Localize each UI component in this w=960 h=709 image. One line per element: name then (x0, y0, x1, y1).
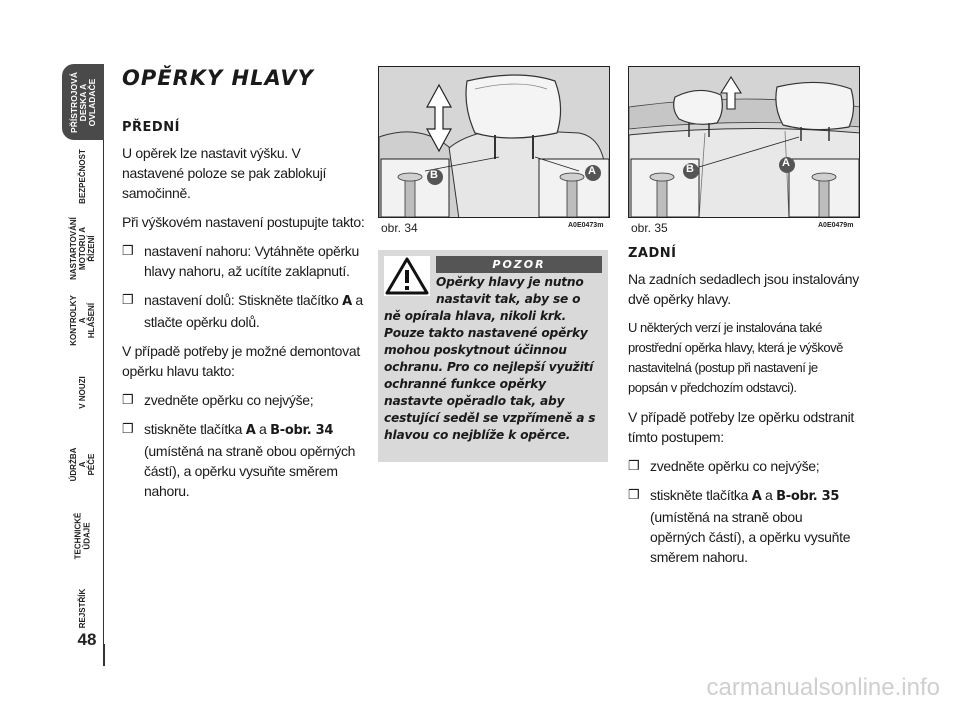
callout-b: B (430, 169, 438, 181)
checkbox-bullet-icon: ❒ (122, 292, 134, 307)
text-fragment: stiskněte tlačítka (144, 421, 246, 437)
text-fragment: a (761, 487, 777, 503)
paragraph: Na zadních sedadlech jsou instalovány dvě opěrky hlavy. (628, 271, 859, 307)
paragraph: Při výškovém nastavení postupujte takto: (122, 214, 365, 230)
subheading-front: PŘEDNÍ (122, 120, 180, 135)
list-item-text: zvedněte opěrku co nejvýše; (144, 392, 314, 408)
subheading-rear: ZADNÍ (628, 246, 677, 261)
list-item-text (144, 290, 366, 332)
nav-tab-label: REJSTŘÍK (78, 588, 87, 628)
nav-tab-label: ÚDRŽBA A PÉČE (69, 447, 96, 481)
page-number: 48 (77, 630, 97, 649)
nav-tab-label: KONTROLKY A HLÁŠENÍ (69, 294, 96, 346)
nav-tab-pristrojova-deska[interactable] (62, 64, 104, 140)
text-fragment: a (255, 421, 271, 437)
checkbox-bullet-icon: ❒ (628, 487, 640, 502)
list-item (122, 419, 366, 501)
nav-tab-label: NASTARTOVÁNÍ MOTORU A ŘÍZENÍ (69, 216, 97, 280)
list-item (628, 485, 860, 567)
text-fragment: (umístěná na straně obou opěrných částí), a opěrku vysuňte směrem nahoru. (650, 509, 851, 565)
warning-triangle-icon (384, 256, 430, 296)
text-fragment: a stlačte opěrku dolů. (144, 292, 363, 330)
warning-line: nastavit tak, aby se o (436, 292, 581, 306)
figure-ref: B-obr. 34 (270, 423, 334, 438)
list-item (122, 390, 366, 410)
warning-line: Opěrky hlavy je nutno (436, 275, 584, 289)
paragraph: U některých verzí je instalována také prostřední opěrka hlavy, která je výškově nastavitelná (postup při nastavení je popsán v předchozím odstavci). (628, 320, 843, 395)
figure-34-code: A0E0473m (568, 222, 604, 229)
figure-34-front-headrest (378, 66, 610, 218)
list-item-text: zvedněte opěrku co nejvýše; (650, 458, 820, 474)
nav-tab-label: V NOUZI (78, 375, 87, 409)
warning-text (384, 274, 602, 444)
paragraph: U opěrek lze nastavit výšku. V nastavené poloze se pak zablokují samočinně. (122, 145, 327, 201)
rear-headrests-section (628, 246, 860, 576)
button-ref: A (751, 489, 762, 504)
nav-tab-label: TECHNICKÉ ÚDAJE (73, 512, 92, 560)
watermark: carmanualsonline.info (706, 674, 940, 701)
nav-tab-bezpecnost[interactable] (62, 140, 104, 212)
paragraph: V případě potřeby je možné demontovat opěrku hlavu takto: (122, 343, 360, 379)
list-item-text: nastavení nahoru: Vytáhněte opěrku hlavy nahoru, až ucítíte zaklapnutí. (144, 243, 359, 279)
callout-a: A (588, 165, 596, 177)
list-item-text (650, 485, 860, 567)
text-fragment: nastavení dolů: Stiskněte tlačítko (144, 292, 343, 308)
nav-tab-kontrolky[interactable] (62, 284, 104, 356)
nav-tab-nastartovani[interactable] (62, 212, 104, 284)
front-headrests-section (122, 66, 366, 510)
callout-b: B (686, 163, 694, 175)
paragraph: V případě potřeby lze opěrku odstranit tímto postupem: (628, 409, 854, 445)
list-item (628, 456, 860, 476)
headrest-illustration-front (379, 67, 610, 218)
checkbox-bullet-icon: ❒ (122, 421, 134, 436)
list-item (122, 290, 366, 332)
chapter-nav (0, 0, 110, 709)
list-item-text (144, 419, 366, 501)
figure-35-caption: obr. 35 (631, 221, 668, 235)
nav-tab-technicke-udaje[interactable] (62, 500, 104, 572)
checkbox-bullet-icon: ❒ (628, 458, 640, 473)
checkbox-bullet-icon: ❒ (122, 392, 134, 407)
section-title: OPĚRKY HLAVY (122, 66, 314, 90)
warning-box (378, 250, 608, 462)
callout-a: A (782, 157, 790, 169)
button-ref: A (342, 294, 352, 309)
button-ref: A (245, 423, 256, 438)
figure-35-code: A0E0479m (818, 222, 854, 229)
figure-35-rear-headrest (628, 66, 860, 218)
nav-tab-udrzba[interactable] (62, 428, 104, 500)
figure-ref: B-obr. 35 (776, 489, 840, 504)
headrest-illustration-rear (629, 67, 860, 218)
list-item (122, 241, 366, 281)
text-fragment: (umístěná na straně obou opěrných částí), a opěrku vysuňte směrem nahoru. (144, 443, 356, 499)
text-fragment: stiskněte tlačítka (650, 487, 752, 503)
nav-tab-label: BEZPEČNOST (78, 148, 88, 204)
warning-line: ně opírala hlava, nikoli krk. Pouze takto nastavené opěrky mohou poskytnout účinnou ochranu. Pro co nejlepší využití ochranné funkce opěrky nastavte opěradlo tak, aby cestující seděl se vzpřímeně a s hlavou co nejblíže k opěrce. (384, 309, 596, 442)
nav-tab-label: PŘÍSTROJOVÁ DESKA A OVLADAČE (68, 71, 97, 133)
figure-34-caption: obr. 34 (381, 221, 418, 235)
checkbox-bullet-icon: ❒ (122, 243, 134, 258)
warning-badge: POZOR (436, 256, 602, 273)
nav-tab-v-nouzi[interactable] (62, 356, 104, 428)
